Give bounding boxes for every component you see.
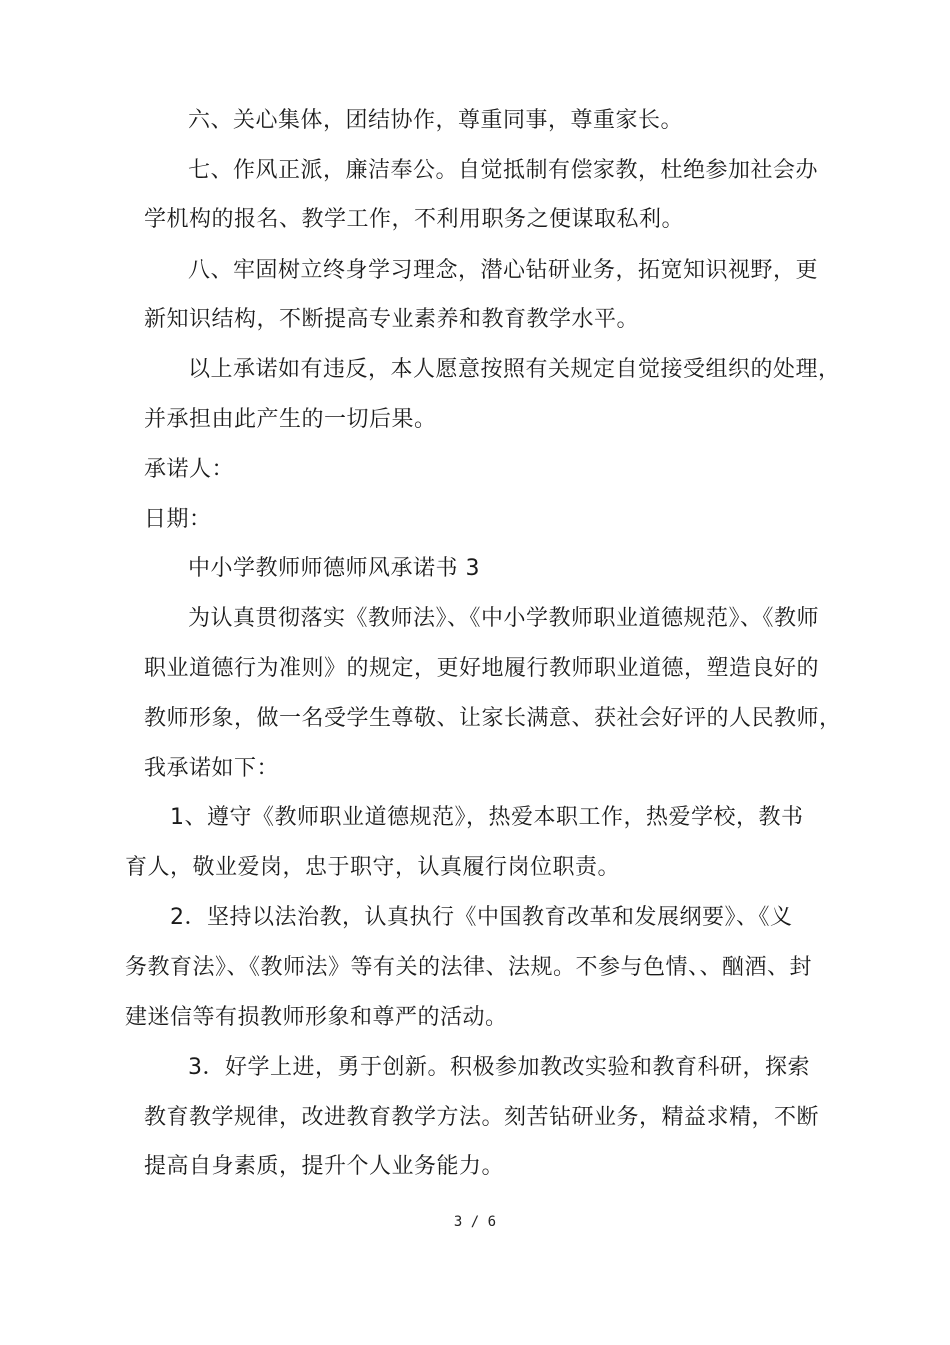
intro-line-4: 我承诺如下：: [144, 756, 280, 781]
paragraph-six-line-1: 六、关心集体，团结协作，尊重同事，尊重家长。: [188, 108, 684, 133]
item-1-line-1: 1、遵守《教师职业道德规范》，热爱本职工作，热爱学校，教书: [170, 805, 804, 830]
intro-line-3: 教师形象，做一名受学生尊敬、让家长满意、获社会好评的人民教师，: [144, 706, 842, 731]
item-3-line-1: 3．好学上进，勇于创新。积极参加教改实验和教育科研，探索: [188, 1055, 810, 1080]
item-2-line-2: 务教育法》、《教师法》等有关的法律、法规。不参与色情、、酗酒、封: [125, 955, 813, 980]
intro-line-1: 为认真贯彻落实《教师法》、《中小学教师职业道德规范》、《教师: [188, 606, 820, 631]
promisor-label: 承诺人：: [144, 457, 235, 482]
item-3-line-3: 提高自身素质，提升个人业务能力。: [144, 1154, 505, 1179]
item-2-line-1: 2．坚持以法治教，认真执行《中国教育改革和发展纲要》、《义: [170, 905, 793, 930]
paragraph-seven-line-2: 学机构的报名、教学工作，不利用职务之便谋取私利。: [144, 207, 685, 232]
paragraph-seven-line-1: 七、作风正派，廉洁奉公。自觉抵制有偿家教，杜绝参加社会办: [188, 158, 819, 183]
item-1-line-2: 育人，敬业爱岗，忠于职守，认真履行岗位职责。: [125, 855, 621, 880]
intro-line-2: 职业道德行为准则》的规定，更好地履行教师职业道德，塑造良好的: [144, 656, 820, 681]
violation-clause-line-2: 并承担由此产生的一切后果。: [144, 407, 437, 432]
page-number: 3 / 6: [453, 1214, 497, 1230]
item-3-line-2: 教育教学规律，改进教育教学方法。刻苦钻研业务，精益求精，不断: [144, 1105, 820, 1130]
paragraph-eight-line-1: 八、牢固树立终身学习理念，潜心钻研业务，拓宽知识视野，更: [188, 258, 819, 283]
violation-clause-line-1: 以上承诺如有违反，本人愿意按照有关规定自觉接受组织的处理，: [188, 357, 841, 382]
section-title: 中小学教师师德师风承诺书 3: [188, 556, 480, 581]
item-2-line-3: 建迷信等有损教师形象和尊严的活动。: [125, 1005, 508, 1030]
date-label: 日期：: [144, 507, 212, 532]
paragraph-eight-line-2: 新知识结构，不断提高专业素养和教育教学水平。: [144, 307, 640, 332]
